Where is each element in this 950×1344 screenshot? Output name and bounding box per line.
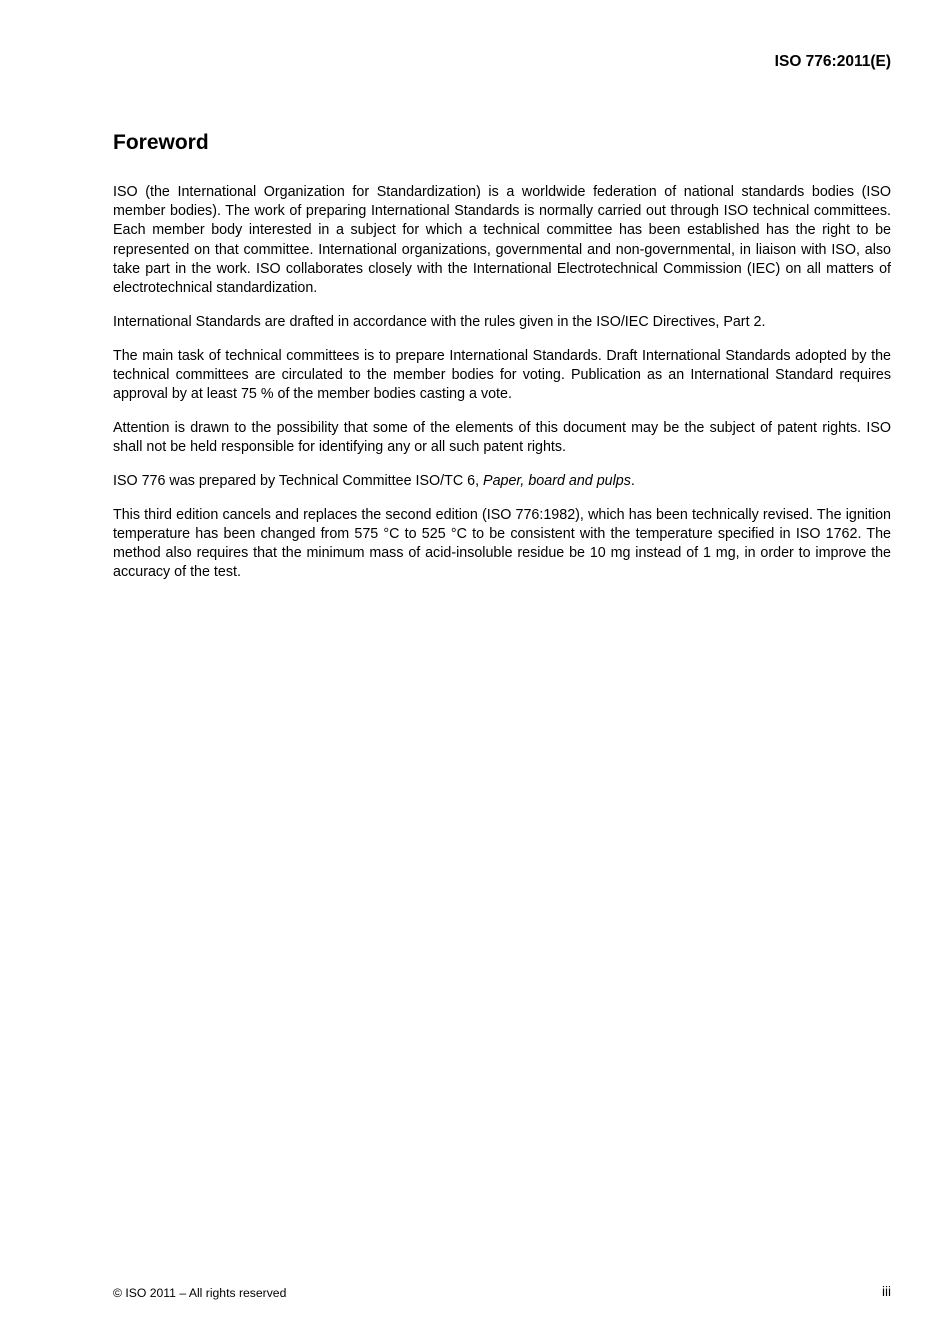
paragraph-directives: International Standards are drafted in accordance with the rules given in the ISO/IEC Directives, Part 2. — [113, 313, 766, 330]
copyright-notice: © ISO 2011 – All rights reserved — [113, 1286, 287, 1300]
page-title: Foreword — [113, 131, 209, 154]
committee-name: Paper, board and pulps — [483, 472, 631, 489]
prepared-by-prefix: ISO 776 was prepared by Technical Committee ISO/TC 6, — [113, 472, 484, 489]
page-number: iii — [882, 1284, 891, 1299]
paragraph-patent-rights: Attention is drawn to the possibility that some of the elements of this document may be the subject of patent rights. ISO shall not be held responsible for identifying any or all such patent rights. — [113, 419, 891, 456]
prepared-by-suffix: . — [630, 472, 635, 489]
paragraph-iso-federation: ISO (the International Organization for Standardization) is a worldwide federation of national standards bodies (ISO member bodies). The work of preparing International Standards is normally carried out through ISO technical committees. Each member body interested in a subject for which a technical committee has been established has the right to be represented on that committee. International organizations, governmental and non-governmental, in liaison with ISO, also take part in the work. ISO collaborates closely with the International Electrotechnical Commission (IEC) on all matters of electrotechnical standardization. — [113, 184, 891, 297]
paragraph-prepared-by — [113, 472, 891, 491]
foreword-body — [113, 183, 891, 597]
document-id: ISO 776:2011(E) — [774, 53, 891, 70]
paragraph-committee-task: The main task of technical committees is to prepare International Standards. Draft International Standards adopted by the technical committees are circulated to the member bodies for voting. Publication as an International Standard requires approval by at least 75 % of the member bodies casting a vote. — [113, 347, 891, 403]
paragraph-revision-note: This third edition cancels and replaces the second edition (ISO 776:1982), which has been technically revised. The ignition temperature has been changed from 575 °C to 525 °C to be consistent with the temperature specified in ISO 1762. The method also requires that the minimum mass of acid-insoluble residue be 10 mg instead of 1 mg, in order to improve the accuracy of the test. — [113, 506, 891, 581]
